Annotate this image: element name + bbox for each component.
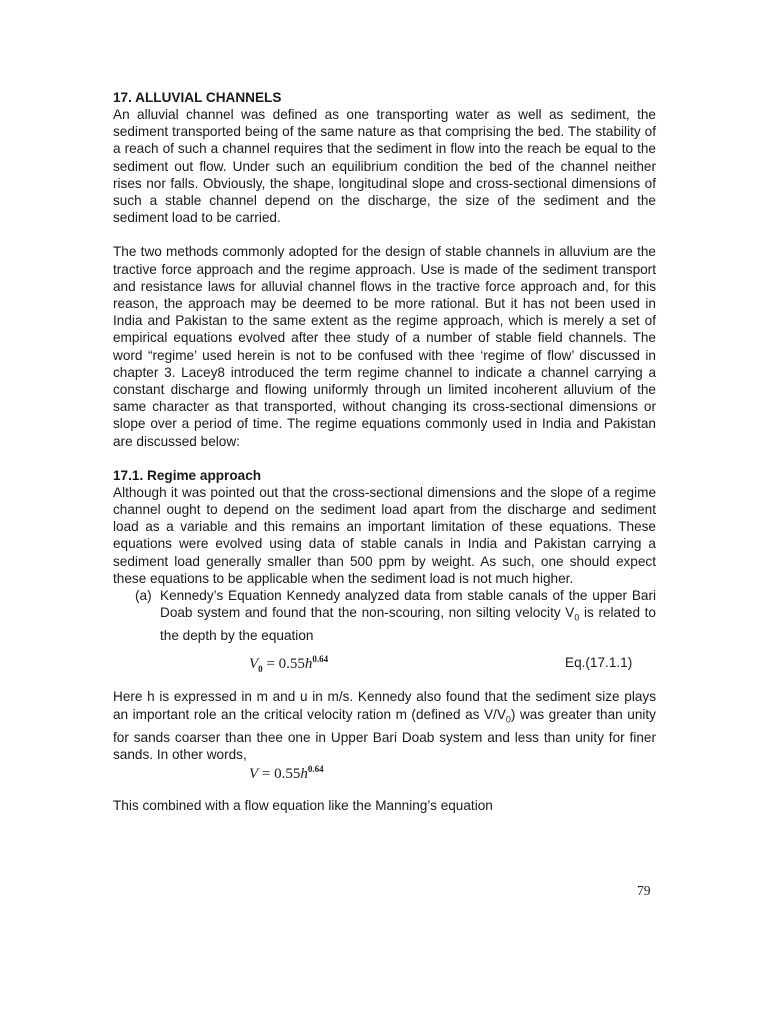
list-item-a	[135, 587, 656, 644]
list-item-label: (a)	[135, 588, 152, 604]
list-item-text: Kennedy’s Equation Kennedy analyzed data from stable canals of the upper Bari Doab system and found that the non-scouring, non silting velocity $V_0$ is related to the depth by the equation	[160, 588, 656, 644]
equation-formula: $V_0 = 0.55h^{0.64}$	[249, 654, 329, 675]
page-number: 79	[637, 883, 651, 898]
section-paragraph-2: The two methods commonly adopted for the design of stable channels in alluvium are the tractive force approach and the regime approach. Use is made of the sediment transport and resistance laws for alluvial channel flows in the tractive force approach and, for this reason, the approach may be deemed to be more rational. But it has not been used in India and Pakistan to the same extent as the regime approach, which is merely a set of empirical equations evolved after thee study of a number of stable field channels. The word “regime’ used herein is not to be confused with thee ‘regime of flow’ discussed in chapter 3. Lacey8 introduced the term regime channel to indicate a channel carrying a constant discharge and flowing uniformly through un limited incoherent alluvium of the same character as that transported, without changing its cross-sectional dimensions or slope over a period of time. The regime equations commonly used in India and Pakistan are discussed below:	[113, 244, 656, 449]
subsection-paragraph-2: Here h is expressed in m and u in m/s. Kennedy also found that the sediment size plays an important role an the critical velocity ration m (defined as $V/V_0$) was greater than unity for sands coarser than thee one in Upper Bari Doab system and less than unity for finer sands. In other words,	[113, 689, 656, 762]
subsection-paragraph-3: This combined with a flow equation like the Manning’s equation	[113, 797, 493, 813]
equation-formula-2: $V = 0.55h^{0.64}$	[249, 763, 324, 782]
subsection-paragraph-1: Although it was pointed out that the cross-sectional dimensions and the slope of a regime channel ought to depend on the sediment load apart from the discharge and sediment load as a variable and this remains an important limitation of these equations. These equations were evolved using data of stable canals in India and Pakistan carrying a sediment load generally smaller than 500 ppm by weight. As such, one should expect these equations to be applicable when the sediment load is not much higher.	[113, 484, 656, 586]
equation-2	[113, 763, 656, 785]
equation-label: Eq.(17.1.1)	[565, 655, 633, 671]
subsection-heading: 17.1. Regime approach	[113, 467, 262, 483]
document-page	[113, 89, 656, 814]
section-paragraph-1: An alluvial channel was defined as one transporting water as well as sediment, the sediment transported being of the same nature as that comprising the bed. The stability of a reach of such a channel requires that the sediment in flow into the reach be equal to the sediment out flow. Under such an equilibrium condition the bed of the channel neither rises nor falls. Obviously, the shape, longitudinal slope and cross-sectional dimensions of such a stable channel depend on the discharge, the size of the sediment and the sediment load to be carried.	[113, 107, 656, 226]
section-heading: 17. ALLUVIAL CHANNELS	[113, 90, 282, 105]
equation-17-1-1	[113, 652, 656, 678]
